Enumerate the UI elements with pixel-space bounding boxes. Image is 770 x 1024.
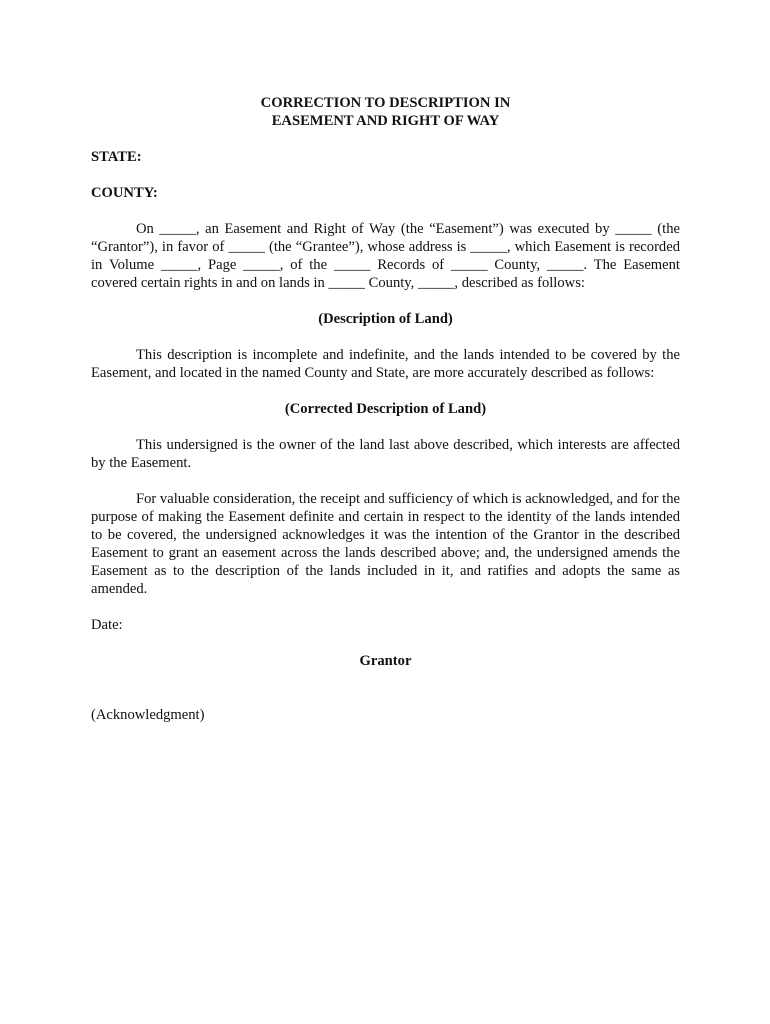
acknowledgment-label: (Acknowledgment) — [91, 707, 205, 723]
date-label: Date: — [91, 617, 123, 633]
grantor-label: Grantor — [359, 653, 412, 669]
document-page — [91, 94, 680, 724]
owner-paragraph: This undersigned is the owner of the land last above described, which interests are affected by the Easement. — [91, 437, 680, 471]
title-line-1: CORRECTION TO DESCRIPTION IN — [260, 95, 511, 111]
state-label: STATE: — [91, 149, 142, 165]
consideration-paragraph: For valuable consideration, the receipt and sufficiency of which is acknowledged, and for the purpose of making the Easement definite and certain in respect to the identity of the lands intended to be covered, the undersigned acknowledges it was the intention of the Grantor in the described Easement to grant an easement across the lands described above; and, the undersigned amends the Easement as to the description of the lands included in it, and ratifies and adopts the same as amended. — [91, 491, 680, 597]
title-line-2: EASEMENT AND RIGHT OF WAY — [271, 113, 500, 129]
incomplete-description-paragraph: This description is incomplete and indefinite, and the lands intended to be covered by the Easement, and located in the named County and State, are more accurately described as follows: — [91, 347, 680, 381]
county-label: COUNTY: — [91, 185, 158, 201]
description-of-land-heading: (Description of Land) — [318, 311, 453, 327]
corrected-description-heading: (Corrected Description of Land) — [284, 401, 487, 417]
easement-paragraph: On _____, an Easement and Right of Way (the “Easement”) was executed by _____ (the “Grantor”), in favor of _____ (the “Grantee”), whose address is _____, which Easement is recorded in Volume _____, Page _____, of the _____ Records of _____ County, _____. The Easement covered certain rights in and on lands in _____ County, _____, described as follows: — [91, 221, 680, 291]
